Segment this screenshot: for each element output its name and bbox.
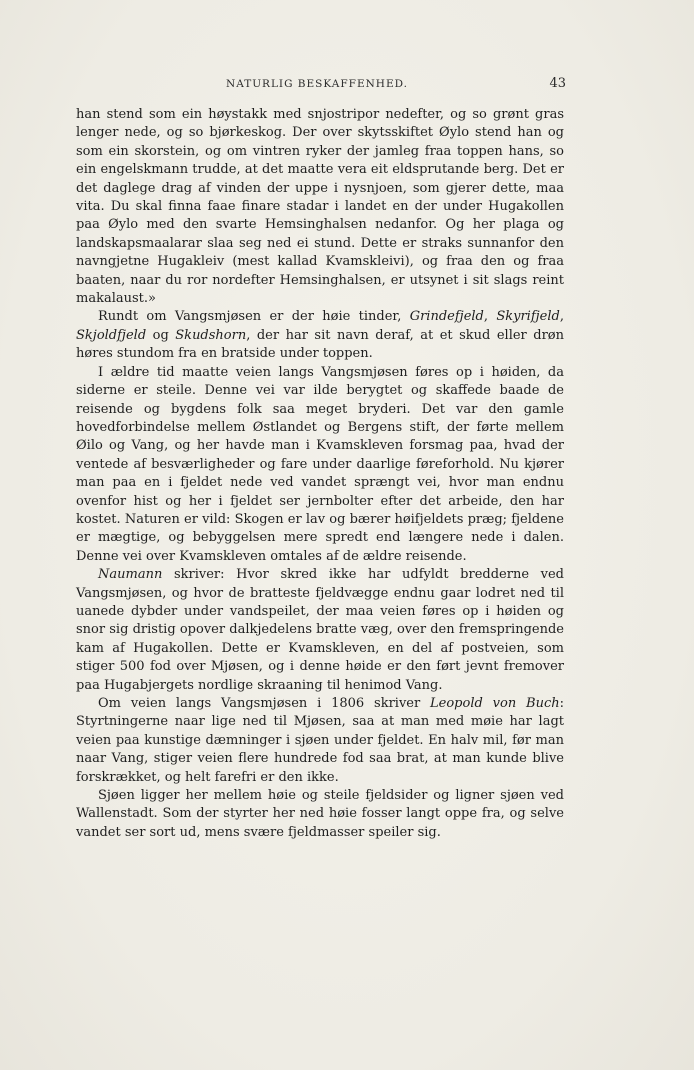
paragraph-1: han stend som ein høystakk med snjostripor nedefter, og so grønt gras lenger nede, og so bjørkeskog. Der over skytsskiftet Øylo stend han og som ein skorstein, og om vintren ryker der jamleg fraa toppen hans, so ein engelskmann trudde, at det maatte vera eit eldsprutande berg. Det er det daglege drag af vinden der uppe i nysnjoen, som gjerer dette, maa vita. Du skal finna faae finare stadar i landet en der under Hugakollen paa Øylo med den svarte Hemsinghalsen nedanfor. Og her plaga og landskapsmaalarar slaa seg ned ei stund. Dette er straks sunnanfor den navngjetne Hugakleiv (mest kallad Kvamskleivi), og fraa den og fraa baaten, naar du ror nordefter Hemsinghalsen, er utsynet i sit slags reint makalaust.»	[76, 107, 564, 307]
body-text	[76, 106, 564, 842]
place-name-skudshorn: Skudshorn	[175, 327, 247, 343]
separator: ,	[483, 309, 497, 325]
paragraph-4-text: skriver: Hvor skred ikke har udfyldt bredderne ved Vangsmjøsen, og hvor de bratteste fjeldvægge endnu gaar lodret ned til uanede dybder under vandspeilet, der maa veien føres op i høiden og snor sig dristig opover dalkjedelens bratte væg, over den fremspringende kam af Hugakollen. Dette er Kvamskleven, en del af postveien, som stiger 500 fod over Mjøsen, og i denne høide er den ført jevnt fremover paa Hugabjergets nordlige skraaning til henimod Vang.	[76, 567, 564, 693]
paragraph-5-text-end: : Styrtningerne naar lige ned til Mjøsen, saa at man med møie har lagt veien paa kunstige dæmninger i sjøen under fjeldet. En halv mil, før man naar Vang, stiger veien flere hundrede fod saa brat, at man kunde blive forskrækket, og helt farefri er den ikke.	[76, 696, 564, 785]
paragraph-5-text: Om veien langs Vangsmjøsen i 1806 skriver	[98, 696, 431, 711]
paragraph-2-text-end: , der har sit navn deraf, at et skud eller drøn høres stundom fra en bratside under toppen.	[76, 327, 564, 362]
place-name-grindefjeld: Grindefjeld	[409, 309, 484, 325]
author-name-von-buch: Leopold von Buch	[430, 696, 560, 711]
paragraph-2	[76, 308, 564, 363]
paragraph-5	[76, 695, 564, 787]
paragraph-6: Sjøen ligger her mellem høie og steile fjeldsider og ligner sjøen ved Wallenstadt. Som der styrter her ned høie fosser langt oppe fra, og selve vandet ser sort ud, mens svære fjeldmasser speiler sig.	[76, 788, 564, 840]
separator: og	[146, 327, 176, 343]
paragraph-2-text: Rundt om Vangsmjøsen er der høie tinder,	[98, 309, 410, 325]
page-header	[76, 78, 566, 98]
paragraph-4	[76, 566, 564, 695]
place-name-skyrifjeld: Skyrifjeld	[496, 309, 560, 325]
place-name-skjoldfjeld: Skjoldfjeld	[76, 327, 147, 343]
separator: ,	[559, 309, 564, 325]
author-name-naumann: Naumann	[98, 567, 163, 583]
page-number: 43	[549, 76, 566, 91]
paragraph-3: I ældre tid maatte veien langs Vangsmjøsen føres op i høiden, da siderne er steile. Denne vei var ilde berygtet og skaffede baade de reisende og bygdens folk saa meget bryderi. Det var den gamle hovedforbindelse mellem Østlandet og Bergens stift, der førte mellem Øilo og Vang, og her havde man i Kvamskleven forsmag paa, hvad der ventede af besværligheder og fare under daarlige føreforhold. Nu kjører man paa en i fjeldet nede ved vandet sprængt vei, hvor man endnu ovenfor hist og her i fjeldet ser jernbolter efter det arbeide, den har kostet. Naturen er vild: Skogen er lav og bærer høifjeldets præg; fjeldene er mægtige, og bebyggelsen mere spredt end længere nede i dalen. Denne vei over Kvamskleven omtales af de ældre reisende.	[76, 364, 564, 564]
running-title: NATURLIG BESKAFFENHED.	[226, 78, 409, 90]
